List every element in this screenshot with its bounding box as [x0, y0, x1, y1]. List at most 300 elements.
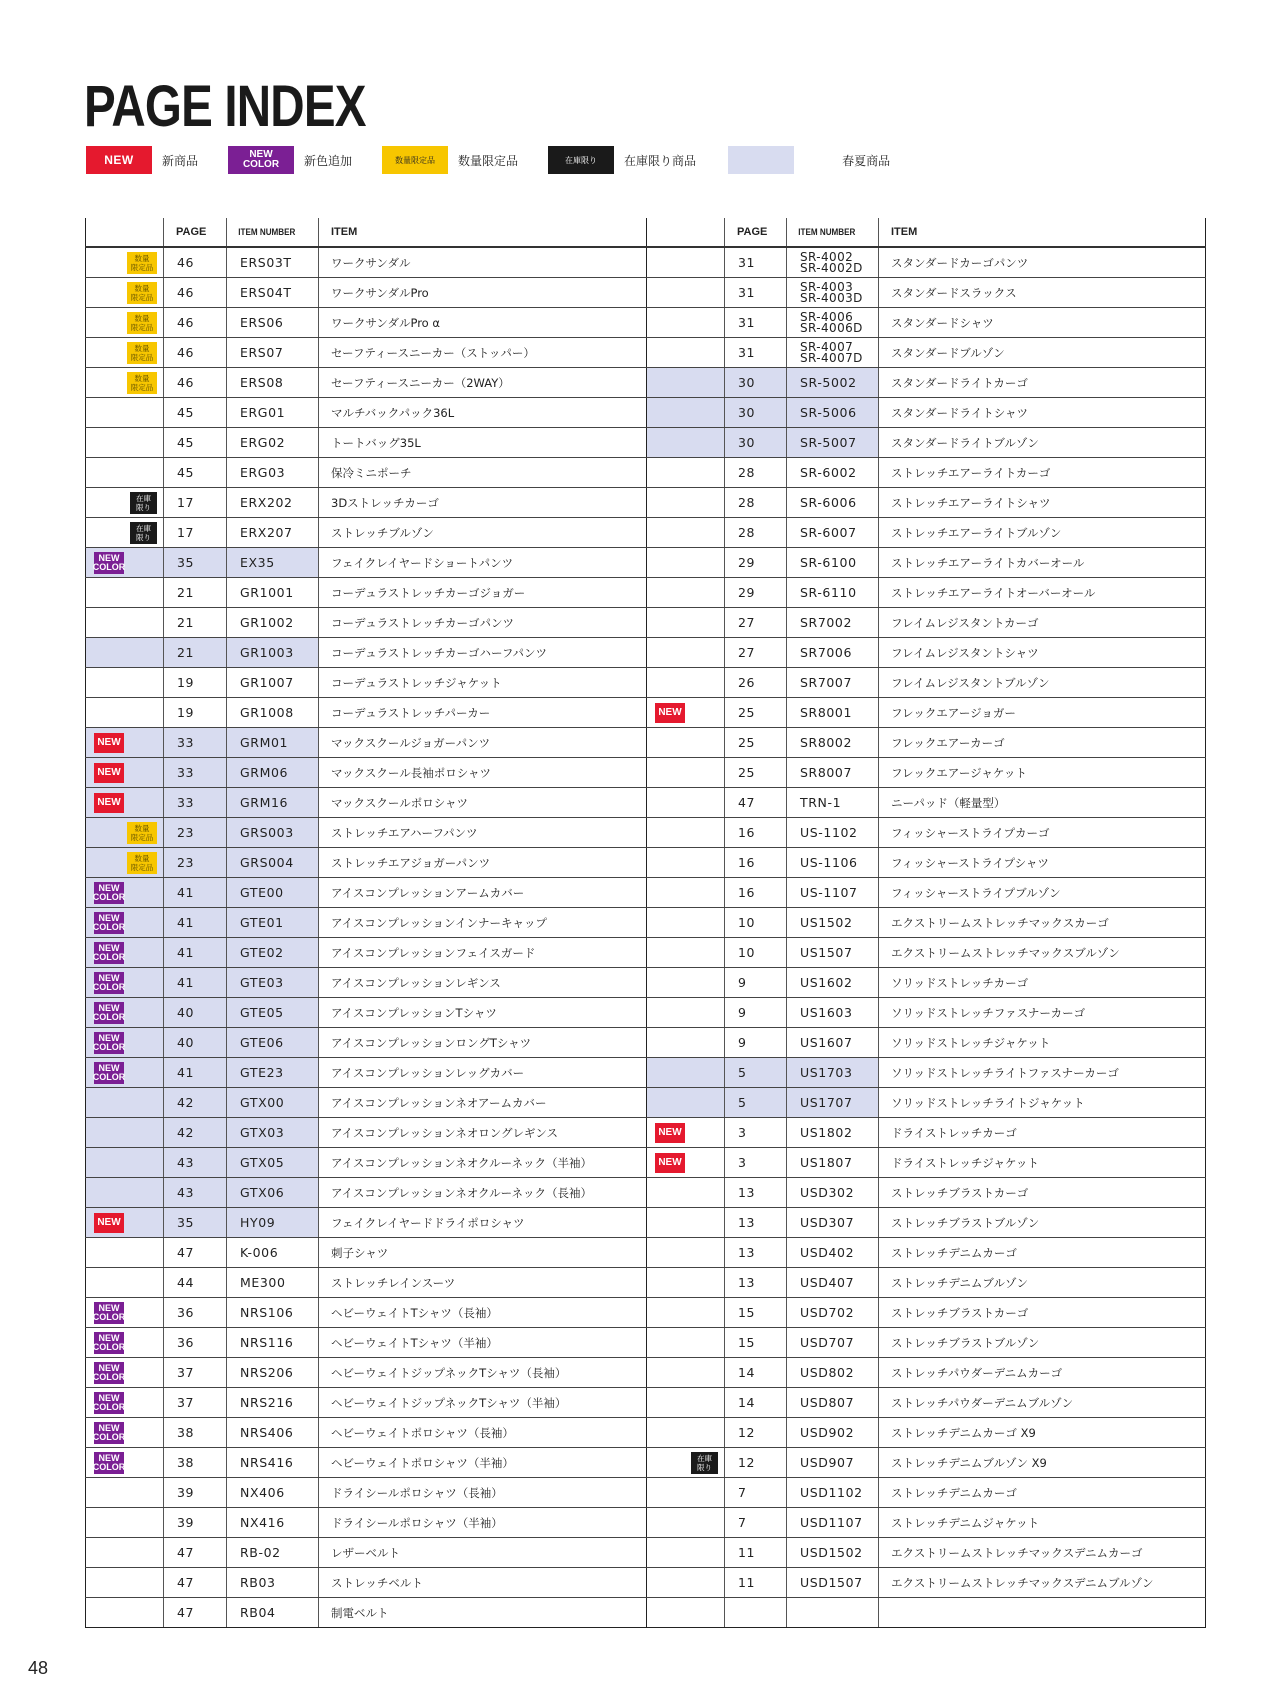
item-number-cell: GTX03	[227, 1118, 319, 1148]
table-row	[647, 1298, 1206, 1328]
header-badge	[647, 218, 725, 247]
page-cell: 28	[725, 488, 787, 518]
badge-cell	[86, 788, 164, 818]
badge-new: NEW	[94, 733, 124, 753]
item-name-cell: ヘビーウェイトTシャツ（長袖）	[319, 1298, 647, 1328]
item-name-cell	[879, 1598, 1206, 1628]
badge-cell	[647, 1598, 725, 1628]
page-cell: 45	[164, 458, 227, 488]
item-number-cell: US1703	[787, 1058, 879, 1088]
badge-new: NEW	[94, 793, 124, 813]
table-row	[647, 548, 1206, 578]
item-number-cell: GTE01	[227, 908, 319, 938]
badge-stock: 在庫 限り	[130, 522, 157, 544]
badge-cell	[86, 668, 164, 698]
item-name-cell: コーデュラストレッチパーカー	[319, 698, 647, 728]
table-row	[647, 758, 1206, 788]
item-name-cell: ストレッチブラストカーゴ	[879, 1178, 1206, 1208]
item-number-cell: RB-02	[227, 1538, 319, 1568]
item-name-cell: ニーパッド（軽量型）	[879, 788, 1206, 818]
page-cell: 38	[164, 1448, 227, 1478]
table-row	[647, 308, 1206, 338]
table-row	[86, 1148, 647, 1178]
badge-cell	[86, 458, 164, 488]
item-name-cell: コーデュラストレッチカーゴジョガー	[319, 578, 647, 608]
badge-cell	[647, 338, 725, 368]
item-name-cell: マルチバックパック36L	[319, 398, 647, 428]
table-row	[86, 1058, 647, 1088]
table-body-left	[86, 247, 647, 1628]
page-cell: 28	[725, 518, 787, 548]
item-name-cell: コーデュラストレッチジャケット	[319, 668, 647, 698]
item-number-cell: SR8001	[787, 698, 879, 728]
badge-cell	[647, 1358, 725, 1388]
table-row	[86, 338, 647, 368]
page-cell: 41	[164, 968, 227, 998]
page-cell: 38	[164, 1418, 227, 1448]
page-cell: 47	[725, 788, 787, 818]
item-number-cell: US-1102	[787, 818, 879, 848]
table-row	[86, 518, 647, 548]
page-cell: 17	[164, 488, 227, 518]
badge-cell	[647, 247, 725, 278]
badge-cell	[647, 278, 725, 308]
page-cell	[725, 1598, 787, 1628]
badge-cell	[647, 638, 725, 668]
badge-stock: 在庫 限り	[130, 492, 157, 514]
item-number-cell: USD802	[787, 1358, 879, 1388]
item-number-cell: USD902	[787, 1418, 879, 1448]
item-name-cell: フィッシャーストライプカーゴ	[879, 818, 1206, 848]
item-number-cell: ERG01	[227, 398, 319, 428]
item-name-cell: ストレッチエアーライトカーゴ	[879, 458, 1206, 488]
table-row	[647, 1058, 1206, 1088]
table-row	[647, 1088, 1206, 1118]
badge-newcolor: NEW COLOR	[92, 1392, 126, 1412]
item-number-cell: RB03	[227, 1568, 319, 1598]
item-number-cell: GRM16	[227, 788, 319, 818]
page-title: PAGE INDEX	[84, 74, 366, 139]
table-row	[86, 1118, 647, 1148]
table-row	[647, 1568, 1206, 1598]
table-row	[647, 848, 1206, 878]
table-row	[86, 1388, 647, 1418]
page-cell: 30	[725, 428, 787, 458]
page-cell: 41	[164, 878, 227, 908]
item-number-cell: SR-6006	[787, 488, 879, 518]
item-name-cell: ソリッドストレッチライトファスナーカーゴ	[879, 1058, 1206, 1088]
badge-newcolor: NEW COLOR	[92, 1032, 126, 1052]
badge-cell	[647, 1388, 725, 1418]
badge-stock: 在庫 限り	[691, 1452, 718, 1474]
table-row	[86, 1298, 647, 1328]
page-cell: 30	[725, 398, 787, 428]
badge-cell	[647, 1508, 725, 1538]
page-cell: 33	[164, 758, 227, 788]
page-cell: 25	[725, 758, 787, 788]
item-name-cell: コーデュラストレッチカーゴパンツ	[319, 608, 647, 638]
table-row	[647, 728, 1206, 758]
item-number-cell: US1802	[787, 1118, 879, 1148]
badge-cell	[86, 308, 164, 338]
item-name-cell: ストレッチデニムカーゴ	[879, 1238, 1206, 1268]
item-number-cell: SR-6002	[787, 458, 879, 488]
item-name-cell: フレイムレジスタントカーゴ	[879, 608, 1206, 638]
item-number-cell: USD302	[787, 1178, 879, 1208]
item-name-cell: ストレッチデニムブルゾン X9	[879, 1448, 1206, 1478]
page-number: 48	[28, 1658, 49, 1678]
table-row	[647, 1178, 1206, 1208]
item-name-cell: 3Dストレッチカーゴ	[319, 488, 647, 518]
item-name-cell: フェイクレイヤードドライポロシャツ	[319, 1208, 647, 1238]
item-name-cell: スタンダードライトカーゴ	[879, 368, 1206, 398]
page-cell: 26	[725, 668, 787, 698]
item-name-cell: エクストリームストレッチマックスデニムブルゾン	[879, 1568, 1206, 1598]
header-page: PAGE	[725, 218, 787, 247]
item-number-cell: ERX202	[227, 488, 319, 518]
badge-cell	[647, 368, 725, 398]
item-name-cell: ストレッチエアーライトブルゾン	[879, 518, 1206, 548]
table-row	[86, 908, 647, 938]
badge-cell	[86, 278, 164, 308]
item-number-cell: SR7007	[787, 668, 879, 698]
badge-cell	[647, 608, 725, 638]
item-number-cell: SR-4003 SR-4003D	[787, 278, 879, 308]
item-name-cell: マックスクール長袖ポロシャツ	[319, 758, 647, 788]
page-cell: 40	[164, 998, 227, 1028]
legend-item-new-color	[228, 146, 352, 174]
table-row	[86, 1178, 647, 1208]
badge-new: NEW	[655, 1123, 685, 1143]
table-row	[86, 848, 647, 878]
table-row	[86, 278, 647, 308]
legend-swatch-stock: 在庫限り	[548, 146, 614, 174]
table-row	[86, 1268, 647, 1298]
page-cell: 15	[725, 1328, 787, 1358]
page-cell: 14	[725, 1388, 787, 1418]
legend-swatch-season	[728, 146, 794, 174]
item-name-cell: ソリッドストレッチファスナーカーゴ	[879, 998, 1206, 1028]
item-number-cell: GTE23	[227, 1058, 319, 1088]
item-name-cell: スタンダードシャツ	[879, 308, 1206, 338]
page-cell: 39	[164, 1478, 227, 1508]
page-cell: 31	[725, 338, 787, 368]
table-row	[647, 608, 1206, 638]
item-number-cell: NRS416	[227, 1448, 319, 1478]
badge-cell	[86, 878, 164, 908]
page-cell: 35	[164, 548, 227, 578]
item-name-cell: セーフティースニーカー（ストッパー）	[319, 338, 647, 368]
badge-cell	[86, 848, 164, 878]
badge-cell	[86, 1448, 164, 1478]
page-cell: 10	[725, 908, 787, 938]
item-number-cell: GR1003	[227, 638, 319, 668]
table-row	[647, 1148, 1206, 1178]
item-name-cell: スタンダードライトシャツ	[879, 398, 1206, 428]
badge-cell	[647, 908, 725, 938]
badge-cell	[647, 1148, 725, 1178]
page-cell: 31	[725, 247, 787, 278]
table-row	[647, 1328, 1206, 1358]
page-cell: 41	[164, 938, 227, 968]
page-cell: 41	[164, 908, 227, 938]
badge-cell	[86, 548, 164, 578]
item-number-cell: NRS206	[227, 1358, 319, 1388]
table-row	[647, 278, 1206, 308]
item-number-cell: GR1001	[227, 578, 319, 608]
item-name-cell: ヘビーウェイトジップネックTシャツ（長袖）	[319, 1358, 647, 1388]
badge-new: NEW	[655, 1153, 685, 1173]
item-name-cell: ストレッチブルゾン	[319, 518, 647, 548]
page-cell: 31	[725, 278, 787, 308]
item-name-cell: ストレッチエアジョガーパンツ	[319, 848, 647, 878]
item-number-cell: GR1007	[227, 668, 319, 698]
page-cell: 16	[725, 848, 787, 878]
badge-limited: 数量 限定品	[127, 252, 157, 274]
badge-cell	[647, 788, 725, 818]
item-name-cell: ソリッドストレッチライトジャケット	[879, 1088, 1206, 1118]
badge-newcolor: NEW COLOR	[92, 1452, 126, 1472]
table-row	[86, 308, 647, 338]
page-cell: 46	[164, 338, 227, 368]
page-cell: 41	[164, 1058, 227, 1088]
badge-cell	[647, 428, 725, 458]
item-name-cell: エクストリームストレッチマックスブルゾン	[879, 938, 1206, 968]
item-name-cell: フェイクレイヤードショートパンツ	[319, 548, 647, 578]
item-name-cell: ストレッチエアーライトカバーオール	[879, 548, 1206, 578]
item-number-cell: ERS04T	[227, 278, 319, 308]
table-row	[647, 1418, 1206, 1448]
item-name-cell: フレックエアージョガー	[879, 698, 1206, 728]
badge-newcolor: NEW COLOR	[92, 1062, 126, 1082]
badge-cell	[86, 428, 164, 458]
table-row	[86, 998, 647, 1028]
page-cell: 46	[164, 368, 227, 398]
item-name-cell: コーデュラストレッチカーゴハーフパンツ	[319, 638, 647, 668]
item-number-cell: SR7006	[787, 638, 879, 668]
badge-cell	[647, 1568, 725, 1598]
item-number-cell: GRM01	[227, 728, 319, 758]
item-number-cell: SR-4002 SR-4002D	[787, 247, 879, 278]
item-number-cell: GTE00	[227, 878, 319, 908]
page-cell: 36	[164, 1328, 227, 1358]
page-cell: 47	[164, 1238, 227, 1268]
table-row	[647, 818, 1206, 848]
page-cell: 13	[725, 1208, 787, 1238]
table-row	[647, 698, 1206, 728]
table-row	[86, 1328, 647, 1358]
page-cell: 5	[725, 1058, 787, 1088]
item-number-cell: USD402	[787, 1238, 879, 1268]
item-name-cell: ストレッチエアーライトシャツ	[879, 488, 1206, 518]
badge-cell	[647, 1268, 725, 1298]
item-number-cell: NRS116	[227, 1328, 319, 1358]
table-row	[647, 638, 1206, 668]
page-cell: 43	[164, 1148, 227, 1178]
table-row	[86, 698, 647, 728]
legend-swatch-new-color: NEW COLOR	[228, 146, 294, 174]
badge-limited: 数量 限定品	[127, 312, 157, 334]
item-number-cell: GTE03	[227, 968, 319, 998]
item-name-cell: トートバッグ35L	[319, 428, 647, 458]
page-cell: 29	[725, 548, 787, 578]
table-row	[86, 668, 647, 698]
table-row	[86, 788, 647, 818]
item-number-cell: USD1507	[787, 1568, 879, 1598]
page-cell: 47	[164, 1598, 227, 1628]
table-row	[86, 818, 647, 848]
badge-cell	[86, 968, 164, 998]
page-cell: 46	[164, 308, 227, 338]
badge-cell	[86, 368, 164, 398]
badge-limited: 数量 限定品	[127, 852, 157, 874]
badge-cell	[86, 1358, 164, 1388]
badge-newcolor: NEW COLOR	[92, 912, 126, 932]
badge-cell	[647, 728, 725, 758]
badge-cell	[647, 1118, 725, 1148]
badge-cell	[86, 1088, 164, 1118]
item-name-cell: アイスコンプレッションネオアームカバー	[319, 1088, 647, 1118]
page-cell: 12	[725, 1418, 787, 1448]
item-name-cell: セーフティースニーカー（2WAY）	[319, 368, 647, 398]
legend-label: 新色追加	[304, 153, 353, 168]
header-item: ITEM	[879, 218, 1206, 247]
badge-cell	[647, 1208, 725, 1238]
table-row	[647, 368, 1206, 398]
badge-limited: 数量 限定品	[127, 372, 157, 394]
item-number-cell: GTE06	[227, 1028, 319, 1058]
badge-cell	[647, 818, 725, 848]
item-name-cell: マックスクールポロシャツ	[319, 788, 647, 818]
badge-newcolor: NEW COLOR	[92, 972, 126, 992]
item-number-cell: NRS106	[227, 1298, 319, 1328]
table-row	[86, 488, 647, 518]
item-name-cell: マックスクールジョガーパンツ	[319, 728, 647, 758]
page-cell: 45	[164, 428, 227, 458]
item-name-cell: アイスコンプレッションインナーキャップ	[319, 908, 647, 938]
badge-cell	[647, 1538, 725, 1568]
table-row	[86, 878, 647, 908]
page-cell: 16	[725, 818, 787, 848]
badge-new: NEW	[655, 703, 685, 723]
badge-cell	[86, 1118, 164, 1148]
table-header	[86, 218, 647, 247]
badge-newcolor: NEW COLOR	[92, 1422, 126, 1442]
badge-newcolor: NEW COLOR	[92, 552, 126, 572]
item-name-cell: ストレッチブラストブルゾン	[879, 1208, 1206, 1238]
item-name-cell: アイスコンプレッションネオロングレギンス	[319, 1118, 647, 1148]
index-table-left	[85, 218, 646, 1628]
item-number-cell: HY09	[227, 1208, 319, 1238]
page-cell: 13	[725, 1268, 787, 1298]
item-number-cell: ERS06	[227, 308, 319, 338]
item-name-cell: スタンダードカーゴパンツ	[879, 247, 1206, 278]
badge-cell	[86, 1418, 164, 1448]
page-cell: 46	[164, 278, 227, 308]
table-row	[647, 1358, 1206, 1388]
table-row	[647, 1268, 1206, 1298]
badge-newcolor: NEW COLOR	[92, 1002, 126, 1022]
page-cell: 21	[164, 638, 227, 668]
badge-cell	[647, 578, 725, 608]
badge-new: NEW	[94, 763, 124, 783]
item-number-cell: ERG03	[227, 458, 319, 488]
badge-cell	[86, 728, 164, 758]
legend-item-new	[86, 146, 198, 174]
page-cell: 29	[725, 578, 787, 608]
badge-cell	[86, 938, 164, 968]
item-number-cell: USD1102	[787, 1478, 879, 1508]
item-number-cell: GR1002	[227, 608, 319, 638]
table-row	[647, 1448, 1206, 1478]
page-cell: 13	[725, 1238, 787, 1268]
page-cell: 19	[164, 668, 227, 698]
badge-cell	[86, 1058, 164, 1088]
item-number-cell: US1707	[787, 1088, 879, 1118]
legend-label: 数量限定品	[458, 153, 519, 168]
page-cell: 21	[164, 578, 227, 608]
badge-cell	[86, 1298, 164, 1328]
badge-cell	[647, 968, 725, 998]
badge-cell	[86, 998, 164, 1028]
table-header	[647, 218, 1206, 247]
badge-cell	[647, 518, 725, 548]
item-number-cell: ERS07	[227, 338, 319, 368]
item-name-cell: ドライストレッチカーゴ	[879, 1118, 1206, 1148]
item-number-cell: US1507	[787, 938, 879, 968]
badge-newcolor: NEW COLOR	[92, 1362, 126, 1382]
badge-cell	[86, 608, 164, 638]
page-cell: 7	[725, 1478, 787, 1508]
item-number-cell: GTX05	[227, 1148, 319, 1178]
table-row	[647, 398, 1206, 428]
table-row	[86, 247, 647, 278]
badge-cell	[86, 1538, 164, 1568]
item-number-cell: US1607	[787, 1028, 879, 1058]
table-row	[86, 1418, 647, 1448]
page-cell: 23	[164, 818, 227, 848]
badge-cell	[86, 1598, 164, 1628]
item-number-cell	[787, 1598, 879, 1628]
page-cell: 47	[164, 1568, 227, 1598]
badge-cell	[86, 518, 164, 548]
table-row	[647, 578, 1206, 608]
badge-cell	[647, 308, 725, 338]
index-table-right	[646, 218, 1206, 1628]
table-row	[647, 1028, 1206, 1058]
table-row	[86, 1508, 647, 1538]
badge-cell	[647, 1238, 725, 1268]
header-item-number: ITEM NUMBER	[787, 218, 870, 247]
item-name-cell: ストレッチデニムカーゴ	[879, 1478, 1206, 1508]
page-cell: 25	[725, 728, 787, 758]
badge-cell	[647, 458, 725, 488]
item-number-cell: RB04	[227, 1598, 319, 1628]
badge-cell	[647, 698, 725, 728]
item-name-cell: スタンダードスラックス	[879, 278, 1206, 308]
item-number-cell: GRS003	[227, 818, 319, 848]
badge-cell	[86, 638, 164, 668]
legend-item-stock	[548, 146, 696, 174]
item-name-cell: エクストリームストレッチマックスカーゴ	[879, 908, 1206, 938]
page-cell: 11	[725, 1538, 787, 1568]
table-row	[647, 908, 1206, 938]
badge-cell	[647, 668, 725, 698]
item-name-cell: ヘビーウェイトジップネックTシャツ（半袖）	[319, 1388, 647, 1418]
item-number-cell: SR7002	[787, 608, 879, 638]
legend-item-season	[728, 146, 890, 174]
item-number-cell: GTX06	[227, 1178, 319, 1208]
